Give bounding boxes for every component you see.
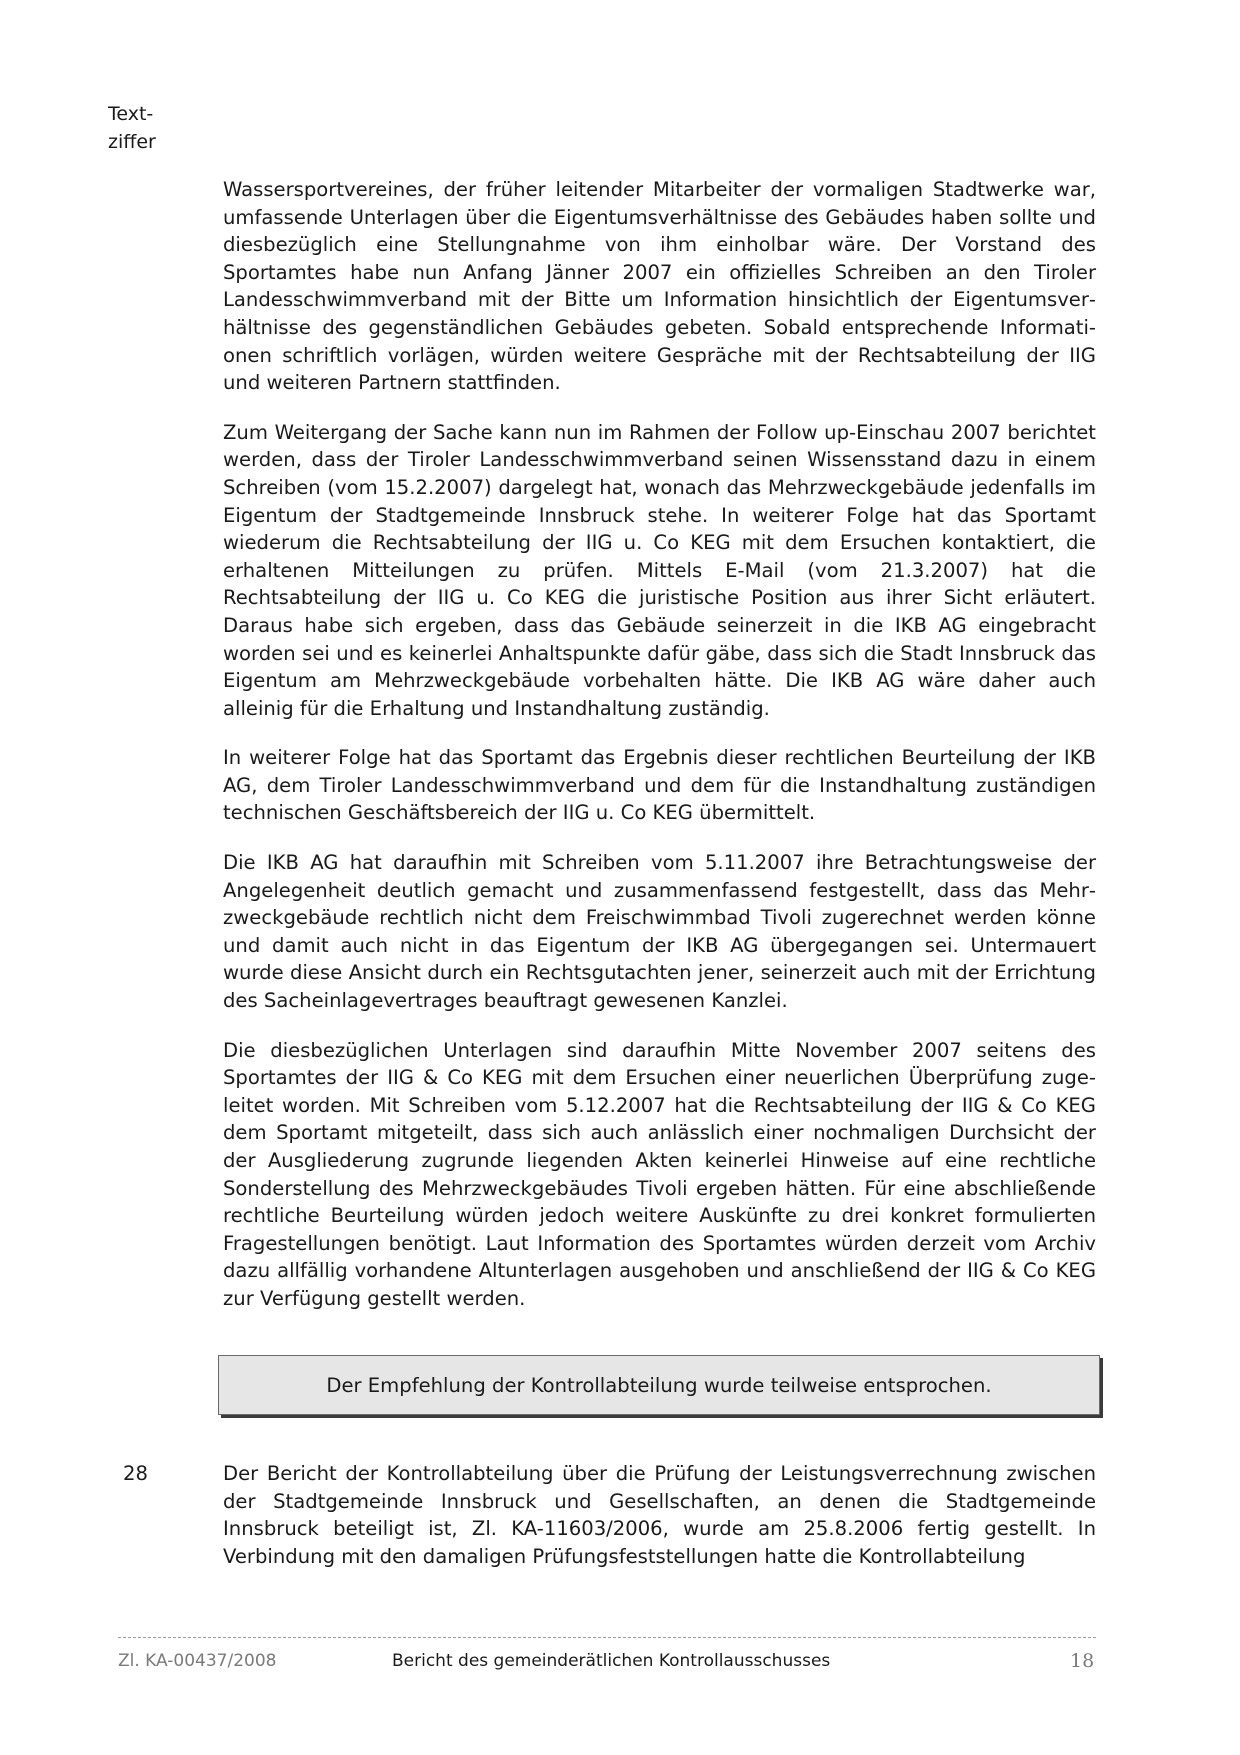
recommendation-status-text: Der Empfehlung der Kontrollabteilung wurde teilweise entsprochen. xyxy=(326,1373,992,1397)
section-28-text-column xyxy=(223,1460,1096,1592)
main-text-column xyxy=(223,176,1096,1335)
paragraph: Wassersportvereines, der früher leitender Mitarbeiter der vormaligen Stadtwerke war, umfassende Unterlagen über die Eigentumsverhältnisse des Gebäudes haben sollte und diesbezüglich eine Stellungnahme von ihm einholbar wäre. Der Vorstand des Sportamtes habe nun Anfang Jänner 2007 ein offizielles Schreiben an den Tiroler Landesschwimmverband mit der Bitte um Information hinsichtlich der Eigentumsverhältnisse des gegenständlichen Gebäudes gebeten. Sobald entsprechende Informationen schriftlich vorlägen, würden weitere Gespräche mit der Rechtsabteilung der IIG und weiteren Partnern stattfinden. xyxy=(223,178,1096,395)
footer-reference: Zl. KA-00437/2008 xyxy=(118,1651,277,1671)
footer-divider xyxy=(118,1637,1096,1638)
page-number: 18 xyxy=(1070,1650,1095,1672)
margin-label-line2: ziffer xyxy=(108,131,156,153)
recommendation-status-box xyxy=(218,1355,1100,1415)
paragraph: Der Bericht der Kontrollabteilung über die Prüfung der Leistungsverrechnung zwischen der Stadtgemeinde Innsbruck und Gesellschaften, an denen die Stadtgemeinde Innsbruck beteiligt ist, Zl. KA-11603/2006, wurde am 25.8.2006 fertig gestellt. In Verbindung mit den damaligen Prüfungsfeststellungen hatte die Kontrollabteilung xyxy=(223,1462,1096,1568)
paragraph: Die IKB AG hat daraufhin mit Schreiben vom 5.11.2007 ihre Betrachtungsweise der Angelegenheit deutlich gemacht und zusammenfassend festgestellt, dass das Mehrzweckgebäude rechtlich nicht dem Freischwimmbad Tivoli zugerechnet werden könne und damit auch nicht in das Eigentum der IKB AG übergegangen sei. Untermauert wurde diese Ansicht durch ein Rechtsgutachten jener, seinerzeit auch mit der Errichtung des Sacheinlagevertrages beauftragt gewesenen Kanzlei. xyxy=(223,851,1096,1013)
textziffer-number: 28 xyxy=(123,1462,148,1485)
paragraph: Die diesbezüglichen Unterlagen sind daraufhin Mitte November 2007 seitens des Sportamtes der IIG & Co KEG mit dem Ersuchen einer neuerlichen Überprüfung zugeleitet worden. Mit Schreiben vom 5.12.2007 hat die Rechtsabteilung der IIG & Co KEG dem Sportamt mitgeteilt, dass sich auch anlässlich einer nochmaligen Durchsicht der der Ausgliederung zugrunde liegenden Akten keinerlei Hinweise auf eine rechtliche Sonderstellung des Mehrzweckgebäudes Tivoli ergeben hätten. Für eine abschließende rechtliche Beurteilung würden jedoch weitere Auskünfte zu drei konkret formulierten Fragestellungen benötigt. Laut Information des Sportamtes würden derzeit vom Archiv dazu allfällig vorhandene Altunterlagen ausgehoben und anschließend der IIG & Co KEG zur Verfügung gestellt werden. xyxy=(223,1038,1096,1310)
margin-label-line1: Text- xyxy=(108,103,154,125)
paragraph: Zum Weitergang der Sache kann nun im Rahmen der Follow up-Einschau 2007 berichtet werden, dass der Tiroler Landesschwimmverband seinen Wissensstand dazu in einem Schreiben (vom 15.2.2007) dargelegt hat, wonach das Mehrzweckgebäude jedenfalls im Eigentum der Stadtgemeinde Innsbruck stehe. In weiterer Folge hat das Sportamt wiederum die Rechtsabteilung der IIG u. Co KEG mit dem Ersuchen kontaktiert, die erhaltenen Mitteilungen zu prüfen. Mittels E-Mail (vom 21.3.2007) hat die Rechtsabteilung der IIG u. Co KEG die juristische Position aus ihrer Sicht erläutert. Daraus habe sich ergeben, dass das Gebäude seinerzeit in die IKB AG eingebracht worden sei und es keinerlei Anhaltspunkte dafür gäbe, dass sich die Stadt Innsbruck das Eigentum am Mehrzweckgebäude vorbehalten hätte. Die IKB AG wäre daher auch alleinig für die Erhaltung und Instandhaltung zuständig. xyxy=(223,420,1096,720)
paragraph: In weiterer Folge hat das Sportamt das Ergebnis dieser rechtlichen Beurteilung der IKB AG, dem Tiroler Landesschwimmverband und dem für die Instandhaltung zuständigen technischen Geschäftsbereich der IIG u. Co KEG übermittelt. xyxy=(223,746,1096,825)
footer-title: Bericht des gemeinderätlichen Kontrollausschusses xyxy=(392,1651,831,1671)
margin-label-textziffer xyxy=(108,100,156,156)
